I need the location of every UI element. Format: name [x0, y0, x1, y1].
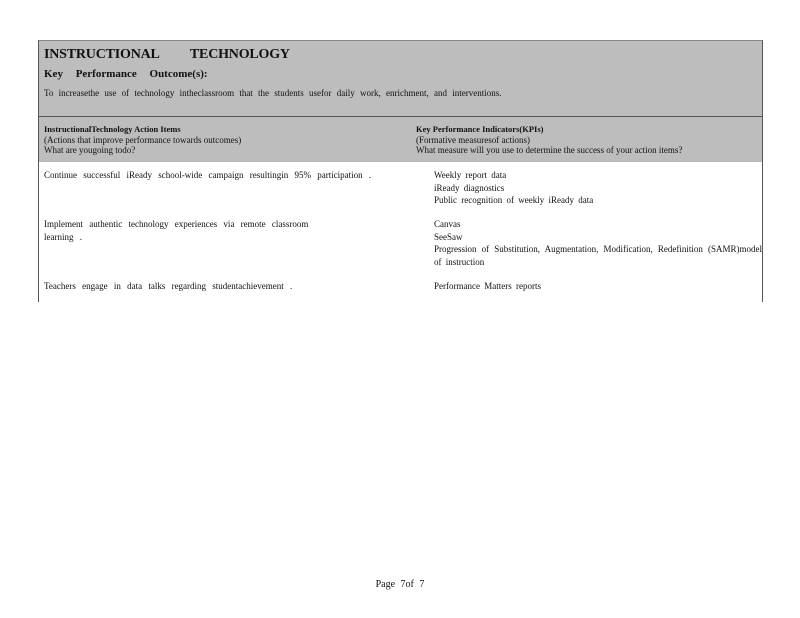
- column-headers: [38, 116, 763, 162]
- list-item: Public recognition of weekly iReady data: [434, 195, 594, 205]
- list-item: SeeSaw: [434, 231, 463, 242]
- list-item: Canvas: [434, 219, 461, 229]
- section-header: [38, 40, 763, 116]
- action-column-title: InstructionalTechnology Action Items: [44, 124, 181, 134]
- kpi-list: [416, 169, 762, 207]
- document-sheet: [38, 40, 763, 302]
- kpi-column-header: [416, 124, 761, 156]
- action-item: Continue successful iReady school-wide campaign resultingin 95% participation .: [44, 170, 372, 180]
- kpi-list: [416, 218, 762, 268]
- list-item: iReady diagnostics: [434, 182, 505, 193]
- kpi-column-title: Key Performance Indicators(KPIs): [416, 124, 544, 134]
- action-item: Teachers engage in data talks regarding studentachievement .: [44, 281, 293, 291]
- list-item: Weekly report data: [434, 170, 507, 180]
- kpi-column-subtitle: (Formative measuresof actions): [416, 134, 530, 145]
- outcome-goal: To increasethe use of technology intheclassroom that the students usefor daily work, enrichment, and interventions.: [44, 88, 502, 98]
- kpi-list: [416, 280, 762, 293]
- page-number: Page 7of 7: [375, 579, 425, 590]
- outcome-label: Key Performance Outcome(s):: [44, 68, 208, 80]
- section-title: INSTRUCTIONAL TECHNOLOGY: [44, 47, 290, 62]
- kpi-column-question: What measure will you use to determine the success of your action items?: [416, 145, 683, 155]
- action-column-question: What are yougoing todo?: [44, 145, 136, 155]
- list-item: Performance Matters reports: [434, 281, 541, 291]
- action-item: Implement authentic technology experiences via remote classroom learning .: [44, 219, 309, 242]
- action-column-header: [44, 124, 404, 156]
- action-table: [38, 162, 763, 302]
- action-column-subtitle: (Actions that improve performance towards outcomes): [44, 134, 242, 145]
- list-item: Progression of Substitution, Augmentation, Modification, Redefinition (SAMR)model of instruction: [434, 244, 762, 267]
